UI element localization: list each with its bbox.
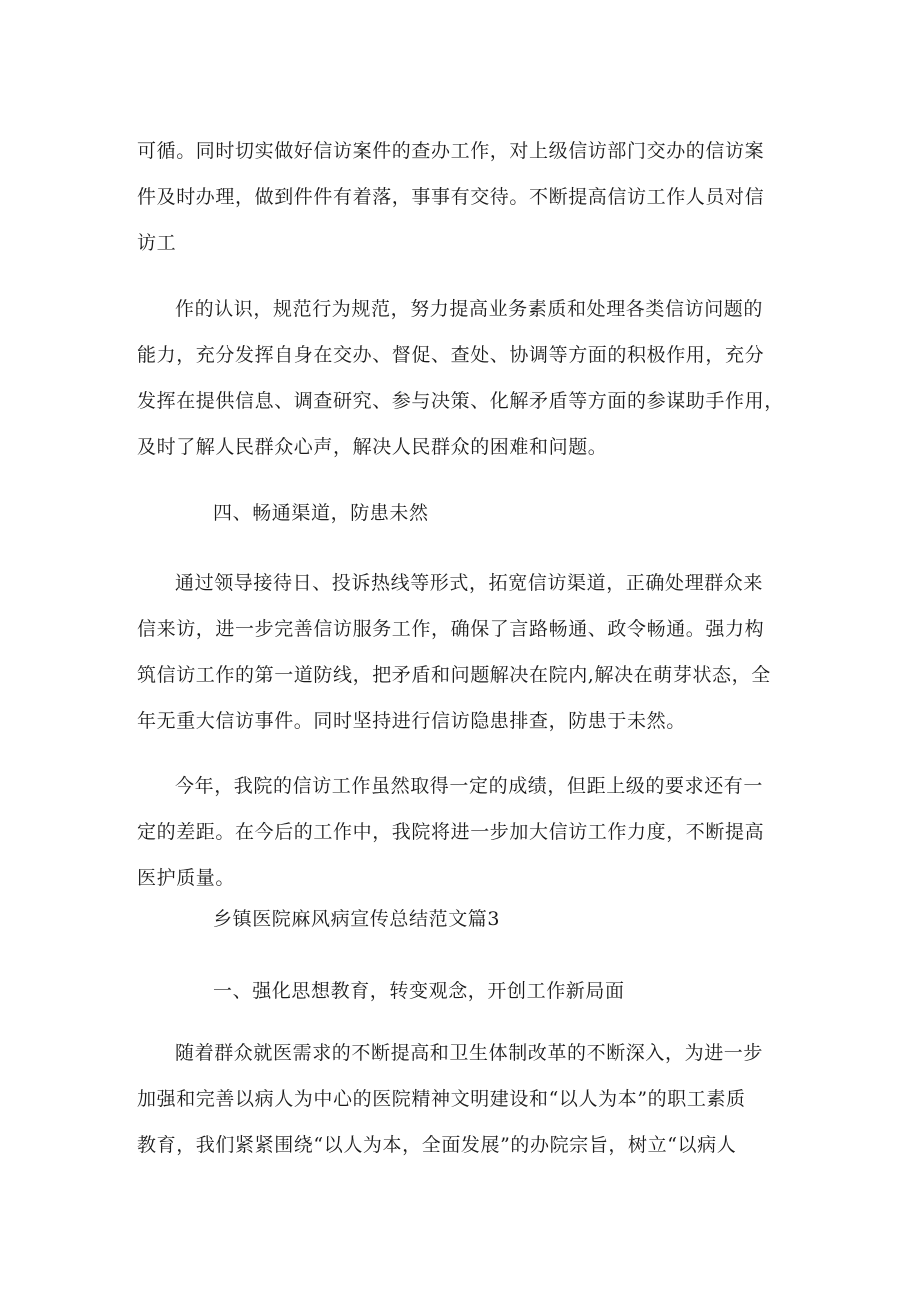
text-line: 信来访，进一步完善信访服务工作，确保了言路畅通、政令畅通。强力构 xyxy=(137,618,765,640)
text-line: 随着群众就医需求的不断提高和卫生体制改革的不断深入，为进一步 xyxy=(175,1042,764,1064)
paragraph-8 xyxy=(137,1030,763,1168)
text-line: 通过领导接待日、投诉热线等形式，拓宽信访渠道，正确处理群众来 xyxy=(175,572,764,594)
text-line: 今年，我院的信访工作虽然取得一定的成绩，但距上级的要求还有一 xyxy=(175,775,764,797)
text-line: 定的差距。在今后的工作中，我院将进一步加大信访工作力度，不断提高 xyxy=(137,821,765,843)
paragraph-5 xyxy=(137,763,764,901)
title-text: 乡镇医院麻风病宣传总结范文篇3 xyxy=(213,908,501,930)
section-heading-1 xyxy=(137,968,625,1014)
heading-text: 四、畅通渠道，防患未然 xyxy=(213,502,429,524)
heading-text: 一、强化思想教育，转变观念，开创工作新局面 xyxy=(213,980,625,1002)
text-line: 能力，充分发挥自身在交办、督促、查处、协调等方面的积极作用，充分 xyxy=(137,344,765,366)
paragraph-2 xyxy=(137,286,784,470)
article-title xyxy=(137,896,500,942)
section-heading-4 xyxy=(137,490,429,536)
text-line: 医护质量。 xyxy=(137,867,236,889)
text-line: 加强和完善以病人为中心的医院精神文明建设和“以人为本”的职工素质 xyxy=(137,1088,746,1110)
text-line: 年无重大信访事件。同时坚持进行信访隐患排查，防患于未然。 xyxy=(137,710,686,732)
text-line: 教育，我们紧紧围绕“以人为本，全面发展”的办院宗旨，树立“以病人 xyxy=(137,1134,737,1156)
text-line: 筑信访工作的第一道防线，把矛盾和问题解决在院内,解决在萌芽状态，全 xyxy=(137,664,771,686)
text-line: 访工 xyxy=(137,232,177,254)
text-line: 可循。同时切实做好信访案件的查办工作，对上级信访部门交办的信访案 xyxy=(137,140,765,162)
paragraph-4 xyxy=(137,560,771,744)
paragraph-1 xyxy=(137,128,764,266)
text-line: 发挥在提供信息、调查研究、参与决策、化解矛盾等方面的参谋助手作用， xyxy=(137,390,784,412)
text-line: 及时了解人民群众心声，解决人民群众的困难和问题。 xyxy=(137,436,608,458)
text-line: 作的认识，规范行为规范，努力提高业务素质和处理各类信访问题的 xyxy=(175,298,764,320)
text-line: 件及时办理，做到件件有着落，事事有交待。不断提高信访工作人员对信 xyxy=(137,186,765,208)
